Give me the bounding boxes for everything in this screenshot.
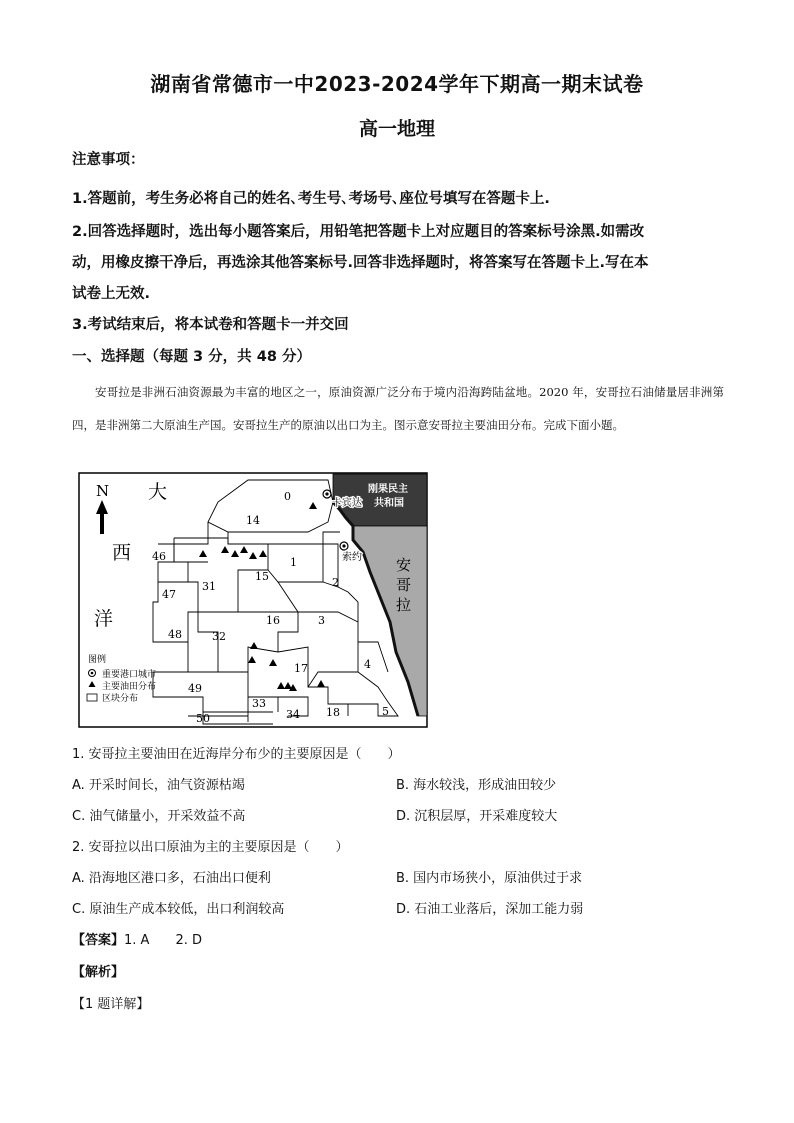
block-label: 49 [188, 682, 202, 695]
legend-title: 图例 [88, 655, 107, 665]
city-cabinda: 卡宾达 [332, 498, 362, 509]
question-1-stem: 1. 安哥拉主要油田在近海岸分布少的主要原因是（ ） [72, 747, 401, 762]
block-label: 0 [284, 490, 291, 503]
congo-label-2: 共和国 [374, 498, 404, 509]
question-2-option-a: A. 沿海地区港口多，石油出口便利 [72, 871, 271, 886]
question-1-option-b: B. 海水较浅，形成油田较少 [396, 778, 557, 793]
block-label: 34 [286, 708, 300, 721]
legend-block: 区块分布 [102, 694, 139, 704]
block-label: 4 [364, 658, 371, 671]
question-1-option-d: D. 沉积层厚，开采难度较大 [396, 809, 558, 824]
section-heading: 一、选择题（每题 3 分，共 48 分） [72, 349, 311, 365]
page-subtitle: 高一地理 [358, 118, 435, 140]
block-label: 46 [152, 550, 166, 563]
angola-label-1: 安 [396, 556, 412, 574]
legend-port: 重要港口城市 [102, 670, 157, 680]
city-soyo: 索约 [342, 552, 362, 563]
answer-text: 1. A 2. D [124, 933, 202, 948]
block-label: 14 [246, 514, 260, 527]
block-label: 17 [294, 662, 308, 675]
ocean-label-2: 西 [112, 542, 132, 564]
notice-item-2-line-1: 2.回答选择题时，选出每小题答案后，用铅笔把答题卡上对应题目的答案标号涂黑.如需改 [72, 224, 645, 240]
block-label: 1 [290, 556, 297, 569]
notice-item-1: 1.答题前，考生务必将自己的姓名､考生号､考场号､座位号填写在答题卡上. [72, 191, 550, 207]
angola-label-3: 拉 [396, 596, 412, 614]
question-2-stem: 2. 安哥拉以出口原油为主的主要原因是（ ） [72, 840, 349, 855]
detail-label: 【1 题详解】 [72, 997, 150, 1012]
ocean-label-3: 洋 [94, 608, 114, 630]
block-label: 33 [252, 697, 266, 710]
notice-heading: 注意事项： [72, 152, 145, 168]
block-label: 2 [332, 576, 339, 589]
question-2-option-d: D. 石油工业落后，深加工能力弱 [396, 902, 584, 917]
block-label: 15 [255, 570, 269, 583]
ocean-label-1: 大 [148, 481, 168, 503]
question-1-option-c: C. 油气储量小，开采效益不高 [72, 809, 246, 824]
block-label: 47 [162, 588, 176, 601]
angola-oilfield-map [78, 472, 428, 728]
question-2-option-b: B. 国内市场狭小，原油供过于求 [396, 871, 583, 886]
notice-item-3: 3.考试结束后，将本试卷和答题卡一并交回 [72, 317, 349, 333]
page-title: 湖南省常德市一中2023-2024学年下期高一期末试卷 [150, 72, 644, 96]
analysis-label: 【解析】 [72, 965, 125, 980]
notice-item-2-line-3: 试卷上无效. [72, 286, 151, 302]
answer-label: 【答案】 [72, 933, 125, 948]
block-label: 48 [168, 628, 182, 641]
block-label: 5 [382, 705, 389, 718]
block-label: 32 [212, 630, 226, 643]
answer-line [72, 929, 202, 948]
angola-label-2: 哥 [396, 576, 412, 594]
question-1-option-a: A. 开采时间长，油气资源枯竭 [72, 778, 245, 793]
legend-oilfield: 主要油田分布 [102, 682, 157, 692]
block-label: 3 [318, 614, 325, 627]
notice-item-2-line-2: 动，用橡皮擦干净后，再选涂其他答案标号.回答非选择题时，将答案写在答题卡上.写在本 [72, 255, 649, 271]
congo-label-1: 刚果民主 [368, 484, 408, 495]
question-passage: 安哥拉是非洲石油资源最为丰富的地区之一，原油资源广泛分布于境内沿海跨陆盆地。2020 年，安哥拉石油储量居非洲第四，是非洲第二大原油生产国。安哥拉生产的原油以出口为主。图示意安哥拉主要油田分布。完成下面小题。 [72, 385, 724, 432]
block-label: 31 [202, 580, 216, 593]
block-label: 50 [196, 712, 210, 725]
block-label: 18 [326, 706, 340, 719]
north-label: N [96, 482, 110, 500]
block-label: 16 [266, 614, 280, 627]
question-2-option-c: C. 原油生产成本较低，出口利润较高 [72, 902, 285, 917]
